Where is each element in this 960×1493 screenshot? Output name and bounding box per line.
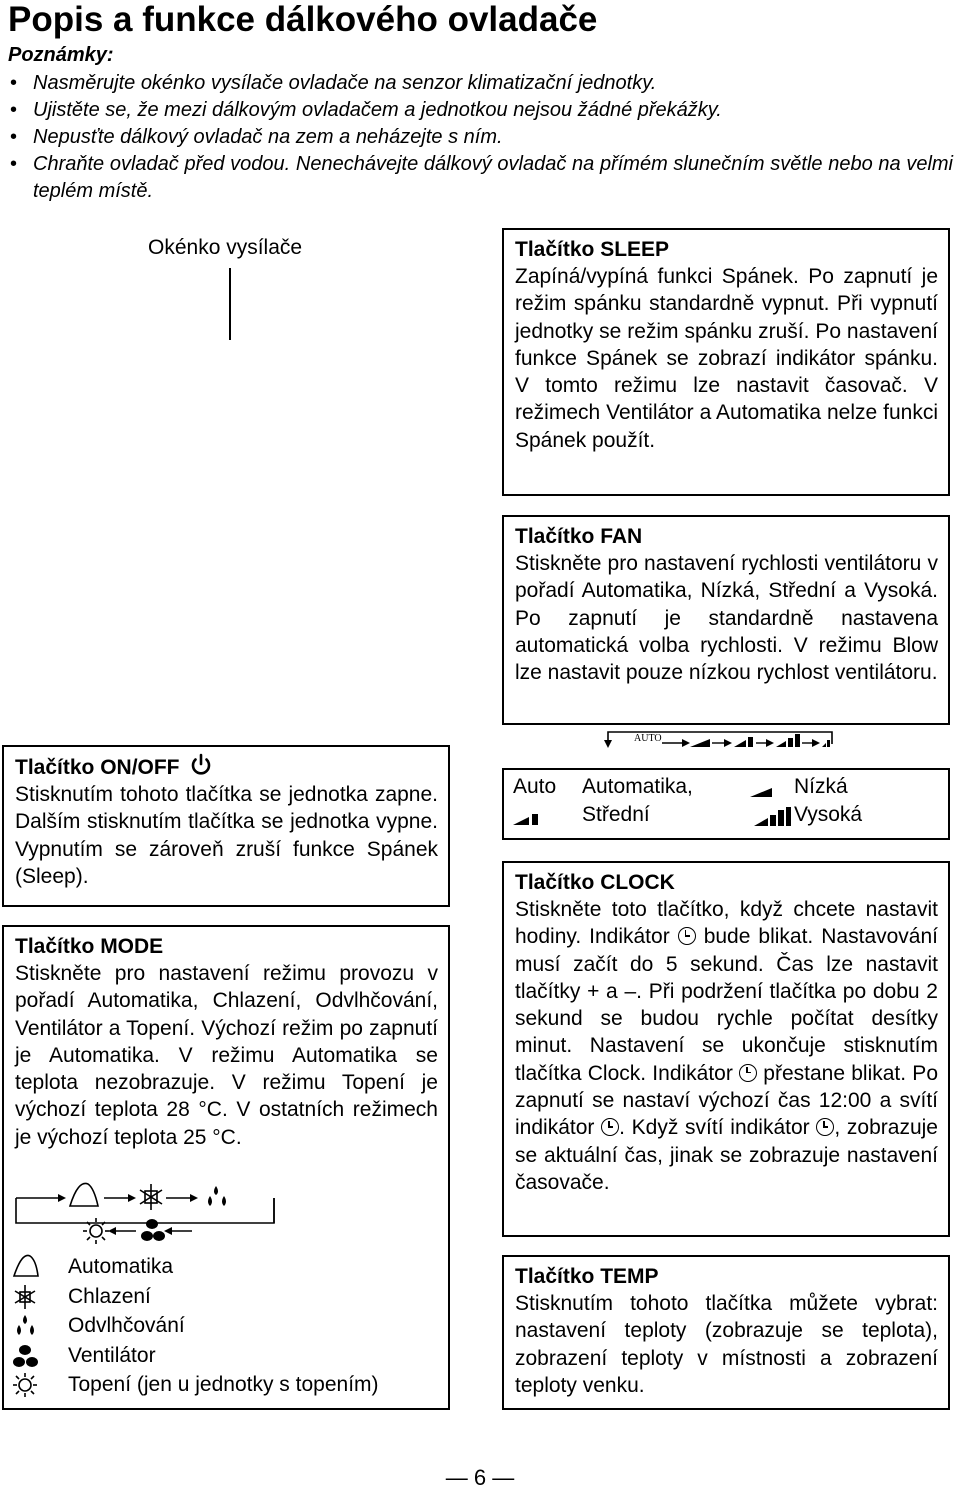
clock-text-3: přestane blikat. Po zapnutí se nastaví výchozí čas 12:00 a svítí indikátor [515,1061,938,1140]
temp-description: Stisknutím tohoto tlačítka můžete vybrat: nastavení teploty (zobrazuje se teplota), zobrazení teploty v místnosti a zobrazení teploty venku. [515,1292,938,1397]
fan-speed-cycle-diagram [600,726,840,766]
fan-high-label: Vysoká [794,803,863,826]
sleep-description: Zapíná/vypíná funkci Spánek. Po zapnutí je režim spánku standardně vypnut. Při vypnutí jednotky se režim spánku zruší. Po nastavení funkce Spánek se zobrazí indikátor spánku. V tomto režimu lze nastavit časovač. V režimech Ventilátor a Automatika nelze funkci Spánek použít. [515,265,938,452]
notes-list [8,70,953,205]
fan-mode-icon [12,1343,40,1369]
list-item: • Nepusťte dálkový ovladač na zem a neházejte s ním. [8,124,953,151]
dry-mode-icon [208,1186,226,1206]
cool-mode-icon [12,1284,40,1310]
power-icon [189,753,213,777]
clock-title: Tlačítko CLOCK [515,871,675,894]
fan-title: Tlačítko FAN [515,525,643,548]
clock-button-box [502,861,950,1237]
mode-title: Tlačítko MODE [15,935,164,958]
clock-text-4: . Když svítí indikátor [619,1116,810,1140]
auto-mode-icon [12,1254,40,1280]
fan-mid-icon [513,812,543,826]
fan-mid-label: Střední [582,803,650,826]
onoff-description: Stisknutím tohoto tlačítka se jednotka zapne. Dalším stisknutím tlačítka se jednotka vypne. Vypnutím se zároveň zruší funkce Spánek (Sleep). [15,783,438,888]
clock-text-5: , zobrazuje se aktuální čas, jinak se zobrazuje nastavení časovače. [515,1116,938,1194]
temp-title: Tlačítko TEMP [515,1265,659,1288]
clock-icon [601,1118,619,1136]
fan-low-label: Nízká [794,775,848,798]
sleep-button-box [502,228,950,496]
clock-description [515,896,938,1196]
clock-text-2: bude blikat. Nastavování musí začít do 5 sekund. Čas lze nastavit tlačítky + a –. Při podržení tlačítka po dobu 2 sekund se budou rychle počítat desítky minut. Nastavení se ukončuje stisknutím tlačítka Clock. Indikátor [515,925,938,1085]
fan-low-icon [750,786,774,798]
cool-mode-icon [140,1184,162,1210]
clock-icon [678,927,696,945]
fan-description: Stiskněte pro nastavení rychlosti ventilátoru v pořadí Automatika, Nízká, Střední a Vysoká. Po zapnutí je standardně nastavena automatická volba rychlosti. V režimu Blow lze nastavit pouze nízkou rychlost ventilátoru. [515,552,938,685]
mode-description: Stiskněte pro nastavení režimu provozu v pořadí Automatika, Chlazení, Odvlhčování, Ventilátor a Topení. Výchozí režim po zapnutí je Automatika. V režimu Automatika se teplota nezobrazuje. V režimu Topení je výchozí teplota 28 °C. V ostatních režimech je výchozí teplota 25 °C. [15,962,438,1149]
list-item: • Ujistěte se, že mezi dálkovým ovladačem a jednotkou nejsou žádné překážky. [8,97,953,124]
fan-auto-label: Automatika, [582,775,693,798]
onoff-button-box [2,745,450,907]
dry-mode-icon [12,1313,40,1339]
fan-low-icon [690,739,710,747]
notes-heading: Poznámky: [8,44,114,66]
leader-line [229,268,231,340]
clock-icon [739,1064,757,1082]
page-number: — 6 — [445,1465,515,1490]
fan-high-icon [754,807,794,827]
fan-mid-icon [734,737,753,747]
heat-mode-icon [12,1372,40,1398]
fan-high-icon [776,734,800,747]
fan-high-icon [822,740,830,747]
page-title: Popis a funkce dálkového ovladače [8,0,598,39]
fan-auto-symbol: Auto [513,775,557,798]
list-item: • Nasměrujte okénko vysílače ovladače na senzor klimatizační jednotky. [8,70,953,97]
mode-cycle-diagram [12,1180,282,1252]
list-item: • Chraňte ovladač před vodou. Nenechávejte dálkový ovladač na přímém slunečním světle nebo na velmi teplém místě. [8,151,953,205]
auto-mode-icon [70,1183,98,1206]
transmitter-window-label: Okénko vysílače [148,236,303,259]
onoff-title: Tlačítko ON/OFF [15,756,180,779]
temp-button-box [502,1255,950,1410]
fan-cycle-auto-label: AUTO [634,733,662,744]
sleep-title: Tlačítko SLEEP [515,238,670,261]
heat-mode-icon [83,1218,109,1244]
clock-text-1: Stiskněte toto tlačítko, když chcete nastavit hodiny. Indikátor [515,898,938,949]
fan-speed-legend-box [502,768,950,840]
fan-button-box [502,515,950,725]
clock-icon [816,1118,834,1136]
